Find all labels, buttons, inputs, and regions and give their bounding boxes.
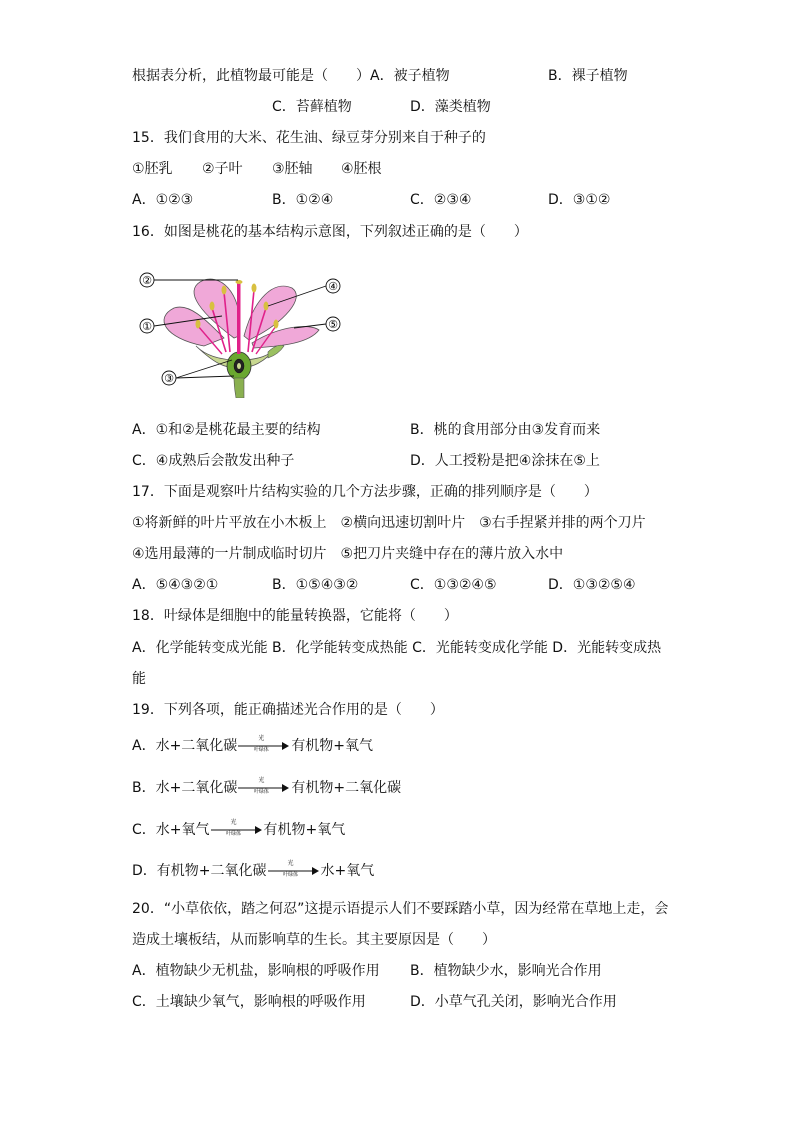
q14-option-c: C．苔藓植物 (272, 99, 352, 115)
reaction-arrow-icon: 光 叶绿体 (211, 823, 263, 837)
q17-steps-line-2: ④选用最薄的一片制成临时切片 ⑤把刀片夹缝中存在的薄片放入水中 (132, 546, 564, 562)
q17-option-c: C．①③②④⑤ (410, 577, 497, 593)
q20-option-a: A．植物缺少无机盐，影响根的呼吸作用 (132, 963, 380, 979)
reaction-arrow-icon: 光 叶绿体 (238, 739, 290, 753)
q15-option-c: C．②③④ (410, 192, 472, 208)
q19-b-products: 有机物+二氧化碳 (291, 780, 402, 796)
q19-a-reactants: A．水+二氧化碳 (132, 738, 238, 754)
q14-option-b: B．裸子植物 (548, 68, 628, 84)
q19-c-products: 有机物+氧气 (263, 822, 346, 838)
diagram-label-1: ① (142, 320, 152, 333)
q16-option-d: D．人工授粉是把④涂抹在⑤上 (410, 453, 600, 469)
q16-option-c: C．④成熟后会散发出种子 (132, 453, 295, 469)
diagram-label-5: ⑤ (328, 318, 338, 331)
diagram-label-2: ② (142, 274, 152, 287)
q15-item-2: ②子叶 (202, 161, 243, 177)
q19-option-b (132, 778, 401, 798)
q17-option-d: D．①③②⑤④ (548, 577, 636, 593)
flower-stigma (236, 280, 243, 284)
q19-option-a (132, 736, 373, 756)
q15-item-4: ④胚根 (341, 161, 382, 177)
flower-anther (252, 284, 257, 293)
q15-stem: 15．我们食用的大米、花生油、绿豆芽分别来自于种子的 (132, 130, 486, 146)
q16-stem: 16．如图是桃花的基本结构示意图，下列叙述正确的是（ ） (132, 224, 528, 240)
q20-option-b: B．植物缺少水，影响光合作用 (410, 963, 602, 979)
q16-option-a: A．①和②是桃花最主要的结构 (132, 422, 321, 438)
q19-d-products: 水+氧气 (320, 863, 375, 879)
q16-option-b: B．桃的食用部分由③发育而来 (410, 422, 601, 438)
q19-a-products: 有机物+氧气 (291, 738, 374, 754)
q17-option-b: B．①⑤④③② (272, 577, 359, 593)
q14-option-d: D．藻类植物 (410, 99, 491, 115)
flower-anther (222, 286, 227, 295)
q20-stem-line-2: 造成土壤板结，从而影响草的生长。其主要原因是（ ） (132, 932, 496, 948)
q18-stem: 18．叶绿体是细胞中的能量转换器，它能将（ ） (132, 608, 458, 624)
q15-item-1: ①胚乳 (132, 161, 173, 177)
q15-item-3: ③胚轴 (272, 161, 313, 177)
flower-anther (264, 302, 269, 311)
flower-anther (196, 320, 201, 329)
diagram-label-3: ③ (164, 372, 174, 385)
reaction-arrow-icon: 光 叶绿体 (268, 864, 320, 878)
flower-pedicel (234, 378, 244, 398)
q19-d-reactants: D．有机物+二氧化碳 (132, 863, 267, 879)
q17-stem: 17．下面是观察叶片结构实验的几个方法步骤，正确的排列顺序是（ ） (132, 484, 598, 500)
diagram-label-4: ④ (328, 280, 338, 293)
reaction-arrow-icon: 光 叶绿体 (238, 781, 290, 795)
q20-stem-line-1: 20．“小草依依，踏之何忍”这提示语提示人们不要踩踏小草，因为经常在草地上走，会 (132, 901, 669, 917)
q18-options-wrap: 能 (132, 671, 146, 687)
q17-option-a: A．⑤④③②① (132, 577, 219, 593)
flower-anther (274, 320, 279, 329)
q19-stem: 19．下列各项，能正确描述光合作用的是（ ） (132, 702, 444, 718)
q20-option-c: C．土壤缺少氧气，影响根的呼吸作用 (132, 994, 366, 1010)
q19-b-reactants: B．水+二氧化碳 (132, 780, 238, 796)
q18-options: A．化学能转变成光能 B．化学能转变成热能 C．光能转变成化学能 D．光能转变成热 (132, 640, 662, 656)
q19-option-d (132, 861, 374, 881)
q15-option-d: D．③①② (548, 192, 611, 208)
q15-option-a: A．①②③ (132, 192, 194, 208)
flower-style (237, 282, 241, 354)
q19-option-c (132, 820, 345, 840)
peach-flower-diagram (134, 268, 354, 398)
flower-anther (210, 302, 215, 311)
q15-option-b: B．①②④ (272, 192, 334, 208)
q20-option-d: D．小草气孔关闭，影响光合作用 (410, 994, 617, 1010)
q19-c-reactants: C．水+氧气 (132, 822, 210, 838)
flower-sepal-right (268, 345, 284, 358)
q14-stem: 根据表分析，此植物最可能是（ ）A．被子植物 (132, 68, 450, 84)
q17-steps-line-1: ①将新鲜的叶片平放在小木板上 ②横向迅速切割叶片 ③右手捏紧并排的两个刀片 (132, 515, 646, 531)
